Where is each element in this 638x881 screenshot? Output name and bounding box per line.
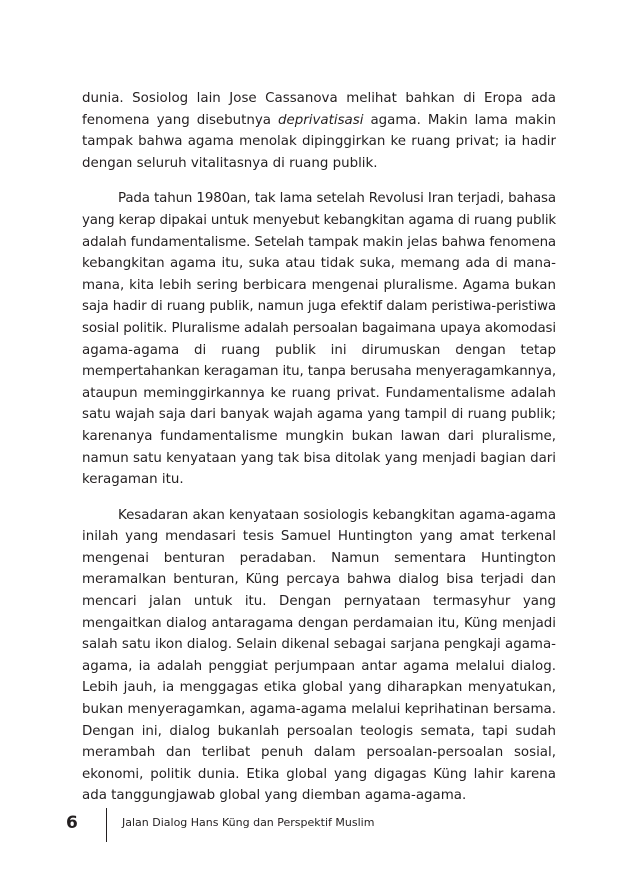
text-line <box>82 742 556 764</box>
text-line <box>82 426 556 448</box>
text-line <box>82 677 556 699</box>
text-run: mengaitkan dialog antaragama dengan perdamaian itu, Küng menjadi <box>82 615 557 631</box>
text-run: ataupun meminggirkannya ke ruang privat. Fundamentalisme adalah <box>82 385 556 401</box>
text-run: Kesadaran akan kenyataan sosiologis kebangkitan agama-agama <box>118 507 557 523</box>
text-run: karenanya fundamentalisme mungkin bukan lawan dari pluralisme, <box>82 428 557 444</box>
text-line <box>82 764 556 786</box>
text-run: inilah yang mendasari tesis Samuel Huntington yang amat terkenal <box>82 529 556 545</box>
text-run: dengan seluruh vitalitasnya di ruang publik. <box>82 155 378 171</box>
paragraph <box>82 188 556 490</box>
text-line <box>82 340 556 362</box>
text-line <box>82 505 556 527</box>
text-run: fenomena yang disebutnya <box>82 112 279 128</box>
text-run: ekonomi, politik dunia. Etika global yang digagas Küng lahir karena <box>82 766 556 782</box>
text-run: Pada tahun 1980an, tak lama setelah Revolusi Iran terjadi, bahasa <box>118 191 556 207</box>
text-line <box>82 361 556 383</box>
text-run: Lebih jauh, ia menggagas etika global yang diharapkan menyatukan, <box>82 680 556 696</box>
text-line <box>82 110 556 132</box>
text-line <box>82 656 556 678</box>
text-run: saja hadir di ruang publik, namun juga efektif dalam peristiwa-peristiwa <box>82 299 557 315</box>
text-line <box>82 448 556 470</box>
text-run: agama-agama di ruang publik ini dirumuskan dengan tetap <box>82 342 556 358</box>
text-run: Dengan ini, dialog bukanlah persoalan teologis semata, tapi sudah <box>82 723 557 739</box>
text-run: agama, ia adalah penggiat perjumpaan antar agama melalui dialog. <box>82 658 556 674</box>
page-footer <box>66 808 566 844</box>
footer-divider <box>106 808 107 842</box>
text-line <box>82 383 556 405</box>
text-run: mempertahankan keragaman itu, tanpa berusaha menyeragamkannya, <box>82 364 557 380</box>
text-line <box>82 210 556 232</box>
text-run: merambah dan terlibat penuh dalam persoalan-persoalan sosial, <box>82 745 556 761</box>
text-run: sosial politik. Pluralisme adalah persoalan bagaimana upaya akomodasi <box>82 320 556 336</box>
running-title: Jalan Dialog Hans Küng dan Perspektif Muslim <box>122 816 375 829</box>
text-run: mengenai benturan peradaban. Namun sementara Huntington <box>82 550 556 566</box>
text-run: satu wajah saja dari banyak wajah agama yang tampil di ruang publik; <box>82 407 556 423</box>
body-text <box>82 88 556 821</box>
text-line <box>82 569 556 591</box>
text-line <box>82 275 556 297</box>
paragraph <box>82 88 556 174</box>
text-run: kebangkitan agama itu, suka atau tidak suka, memang ada di mana- <box>82 256 557 272</box>
text-line <box>82 188 556 210</box>
text-line <box>82 785 556 807</box>
text-line <box>82 613 556 635</box>
text-run: agama. Makin lama makin <box>363 112 556 128</box>
text-run: meramalkan benturan, Küng percaya bahwa dialog bisa terjadi dan <box>82 572 556 588</box>
text-run: salah satu ikon dialog. Selain dikenal sebagai sarjana pengkaji agama- <box>82 637 557 653</box>
text-line <box>82 131 556 153</box>
text-line <box>82 634 556 656</box>
text-line <box>82 469 556 491</box>
text-run: tampak bahwa agama menolak dipinggirkan ke ruang privat; ia hadir <box>82 134 556 150</box>
text-line <box>82 232 556 254</box>
text-run: mencari jalan untuk itu. Dengan pernyataan termasyhur yang <box>82 594 556 610</box>
page-number: 6 <box>66 813 78 833</box>
text-line <box>82 296 556 318</box>
text-run: adalah fundamentalisme. Setelah tampak makin jelas bahwa fenomena <box>82 234 557 250</box>
text-line <box>82 253 556 275</box>
text-line <box>82 548 556 570</box>
text-run: bukan menyeragamkan, agama-agama melalui keprihatinan bersama. <box>82 702 556 718</box>
text-line <box>82 699 556 721</box>
text-run: keragaman itu. <box>82 472 184 488</box>
text-line <box>82 526 556 548</box>
text-line <box>82 404 556 426</box>
text-run: yang kerap dipakai untuk menyebut kebangkitan agama di ruang publik <box>82 212 556 228</box>
paragraph <box>82 505 556 807</box>
text-line <box>82 721 556 743</box>
text-line <box>82 153 556 175</box>
text-line <box>82 88 556 110</box>
text-line <box>82 318 556 340</box>
text-run: ada tanggungjawab global yang diemban agama-agama. <box>82 788 467 804</box>
text-run: mana, kita lebih sering berbicara mengenai pluralisme. Agama bukan <box>82 277 556 293</box>
text-run: dunia. Sosiolog lain Jose Cassanova melihat bahkan di Eropa ada <box>82 91 556 106</box>
text-run: namun satu kenyataan yang tak bisa ditolak yang menjadi bagian dari <box>82 450 556 466</box>
emphasized-term: deprivatisasi <box>278 112 364 128</box>
text-line <box>82 591 556 613</box>
